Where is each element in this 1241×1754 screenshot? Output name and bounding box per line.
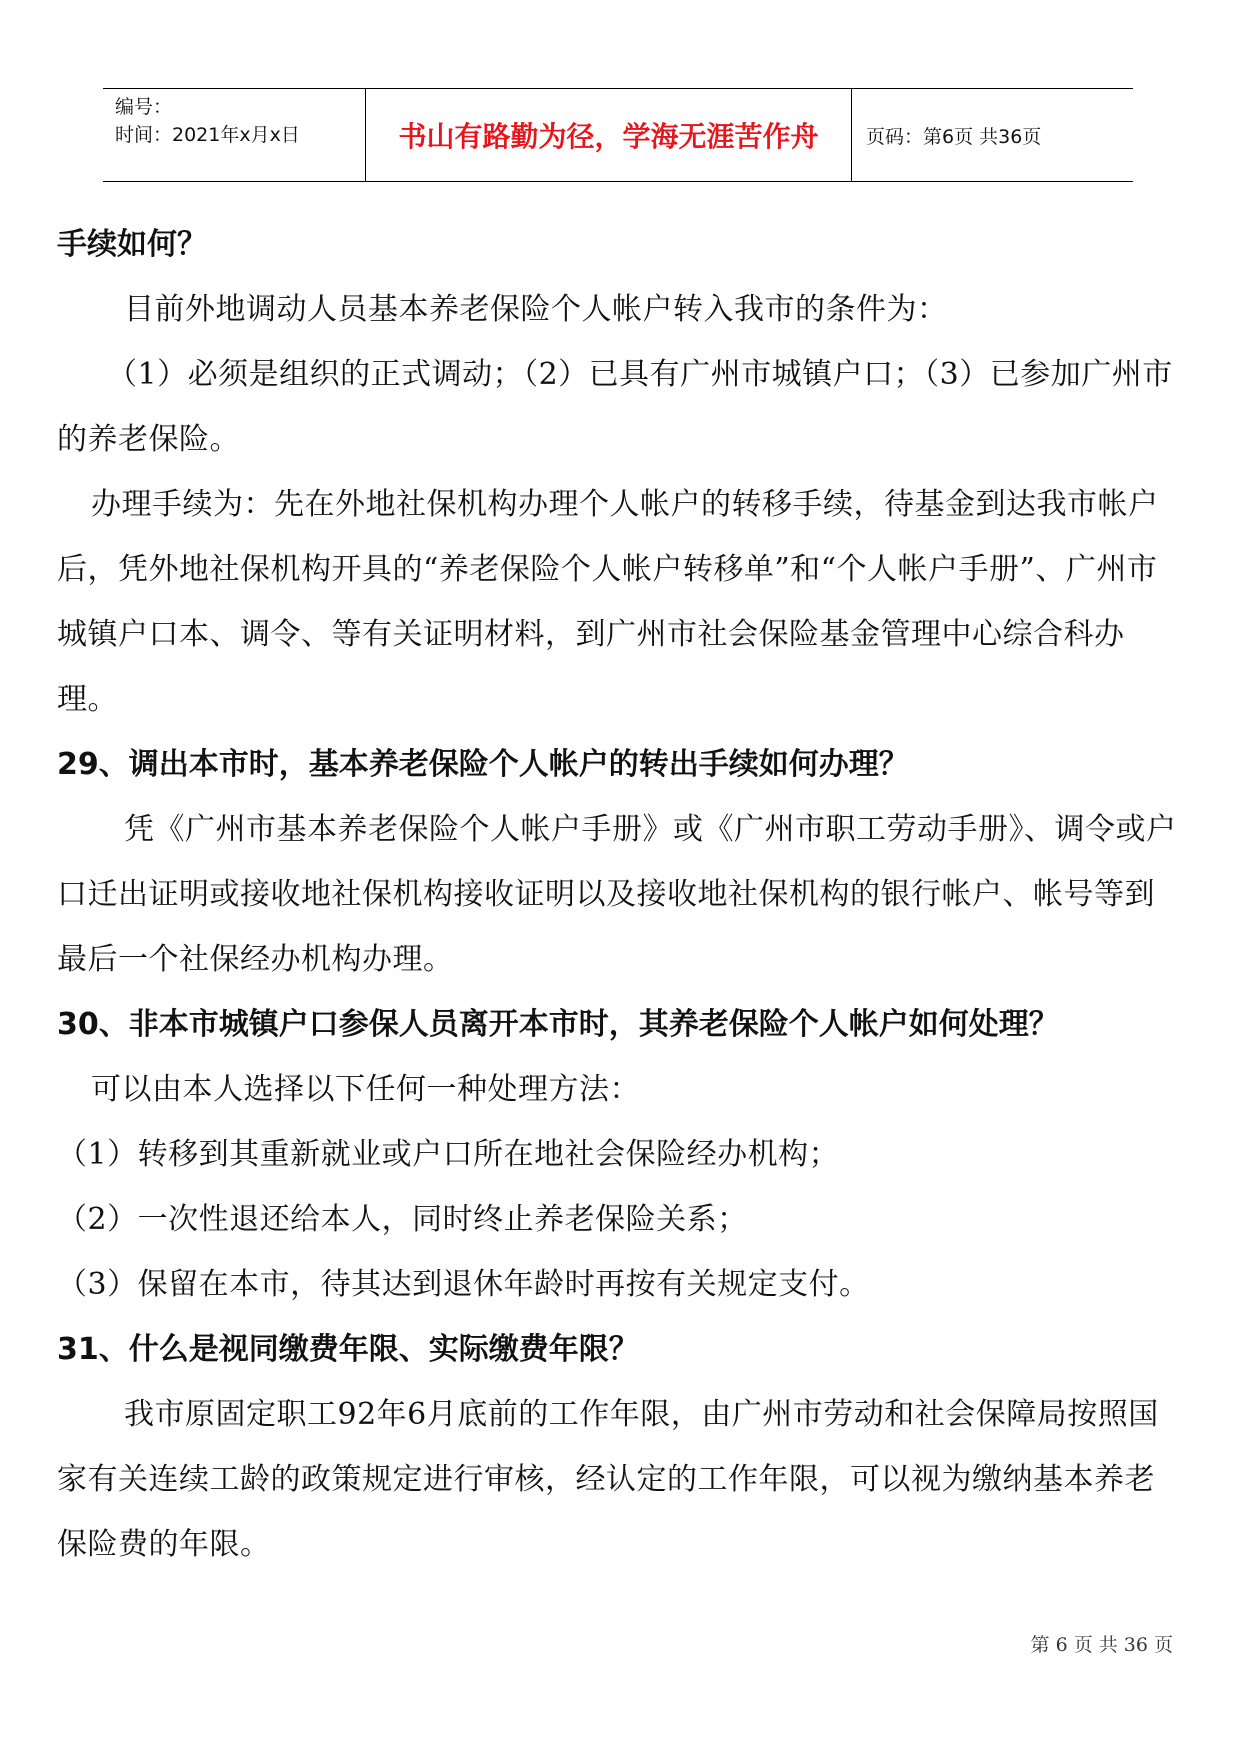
time-label: 时间：2021年x月x日 bbox=[115, 124, 300, 146]
number-label: 编号： bbox=[115, 96, 173, 118]
paragraph: 我市原固定职工92年6月底前的工作年限，由广州市劳动和社会保障局按照国家有关连续工龄的政策规定进行审核，经认定的工作年限，可以视为缴纳基本养老保险费的年限。 bbox=[57, 1397, 1159, 1562]
document-body bbox=[57, 212, 1185, 1577]
paragraph: 凭《广州市基本养老保险个人帐户手册》或《广州市职工劳动手册》、调令或户口迁出证明或接收地社保机构接收证明以及接收地社保机构的银行帐户、帐号等到最后一个社保经办机构办理。 bbox=[57, 812, 1177, 977]
header-motto: 书山有路勤为径，学海无涯苦作舟 bbox=[365, 89, 852, 181]
header-page-code: 页码：第6页 共36页 bbox=[866, 125, 1042, 148]
paragraph: 目前外地调动人员基本养老保险个人帐户转入我市的条件为： bbox=[124, 292, 948, 327]
section-heading-31: 31、什么是视同缴费年限、实际缴费年限？ bbox=[57, 1332, 639, 1367]
list-item: （2）一次性退还给本人，同时终止养老保险关系； bbox=[57, 1202, 748, 1237]
section-heading-30: 30、非本市城镇户口参保人员离开本市时，其养老保险个人帐户如何处理？ bbox=[57, 1007, 1059, 1042]
section-heading-continued: 手续如何？ bbox=[57, 227, 207, 262]
list-item: （1）转移到其重新就业或户口所在地社会保险经办机构； bbox=[57, 1137, 840, 1172]
paragraph: 可以由本人选择以下任何一种处理方法： bbox=[91, 1072, 640, 1107]
paragraph: （1）必须是组织的正式调动；（2）已具有广州市城镇户口；（3）已参加广州市的养老保险。 bbox=[57, 357, 1173, 457]
page-footer: 第 6 页 共 36 页 bbox=[1030, 1634, 1173, 1656]
page-header bbox=[103, 88, 1133, 182]
list-item: （3）保留在本市，待其达到退休年龄时再按有关规定支付。 bbox=[57, 1267, 870, 1302]
paragraph: 办理手续为：先在外地社保机构办理个人帐户的转移手续，待基金到达我市帐户后，凭外地社保机构开具的“养老保险个人帐户转移单”和“个人帐户手册”、广州市城镇户口本、调令、等有关证明材料，到广州市社会保险基金管理中心综合科办理。 bbox=[57, 487, 1159, 717]
header-meta bbox=[103, 89, 365, 181]
section-heading-29: 29、调出本市时，基本养老保险个人帐户的转出手续如何办理？ bbox=[57, 747, 909, 782]
